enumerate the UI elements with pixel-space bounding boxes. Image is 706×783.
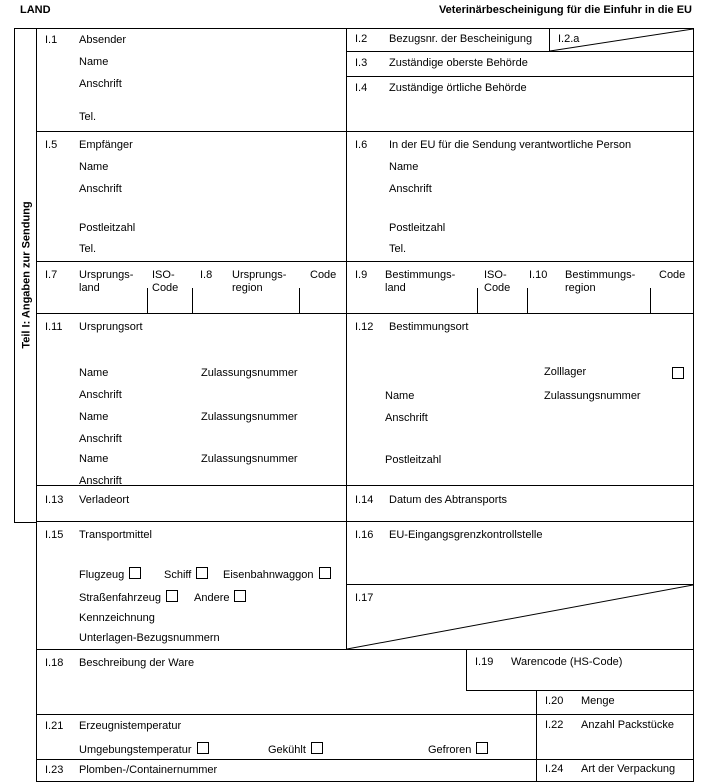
field-i8-number: I.8 [200,269,213,281]
field-i9-number: I.9 [355,269,368,281]
field-i11-entry1-name-label: Name [79,367,109,379]
field-i19-number: I.19 [475,656,494,668]
field-i20-menge [536,691,693,714]
field-i6-number: I.6 [355,139,368,151]
schiff-label: Schiff [164,569,192,581]
column-divider [299,288,300,314]
andere-label: Andere [194,592,230,604]
part1-sidebar-label: Teil I: Angaben zur Sendung [20,201,33,349]
field-i15-kennzeichnung-label: Kennzeichnung [79,612,155,624]
field-i4-oertliche-behoerde [346,76,693,131]
transport-option-strassenfahrzeug [79,590,178,605]
field-i18-label: Beschreibung der Ware [79,657,195,669]
field-i7-number: I.7 [45,269,58,281]
field-i16-label: EU-Eingangsgrenzkontrollstelle [389,529,543,541]
field-i24-verpackung [536,759,693,781]
field-i9-i10-bestimmung [346,261,693,313]
field-i11-label: Ursprungsort [79,321,143,333]
schiff-checkbox[interactable] [196,567,208,579]
field-i8-label: Ursprungs-region [232,269,287,294]
field-i20-label: Menge [581,695,615,707]
field-i12-label: Bestimmungsort [389,321,469,333]
field-i9-iso-label: ISO-Code [484,269,511,294]
field-i7-label: Ursprungs-land [79,269,134,294]
field-i16-number: I.16 [355,529,374,541]
page-title: Veterinärbescheinigung für die Einfuhr in die EU [438,4,692,16]
field-i12-zolllager-label: Zolllager [544,366,587,378]
gefroren-checkbox[interactable] [476,742,488,754]
field-i2a-number: I.2.a [558,33,580,45]
umgebungstemperatur-checkbox[interactable] [197,742,209,754]
field-i6-tel-label: Tel. [389,243,407,255]
field-i20-number: I.20 [545,695,564,707]
field-i22-label: Anzahl Packstücke [581,719,674,731]
field-i12-zulassung-label: Zulassungsnummer [544,390,641,402]
column-divider [477,288,478,314]
gefroren-label: Gefroren [428,744,472,756]
flugzeug-label: Flugzeug [79,569,125,581]
umgebungstemperatur-label: Umgebungstemperatur [79,744,192,756]
temp-option-gefroren [428,742,488,757]
eisenbahnwaggon-label: Eisenbahnwaggon [223,569,314,581]
part1-sidebar [14,28,37,523]
field-i1-absender [37,29,346,131]
field-i7-i8-ursprung [37,261,346,313]
column-divider [527,288,528,314]
gekuehlt-checkbox[interactable] [311,742,323,754]
strassenfahrzeug-label: Straßenfahrzeug [79,592,161,604]
field-i24-label: Art der Verpackung [581,763,676,775]
field-i12-number: I.12 [355,321,374,333]
field-i11-entry3-name-label: Name [79,453,109,465]
field-i13-label: Verladeort [79,494,130,506]
field-i1-number: I.1 [45,34,58,46]
field-i11-entry2-anschrift-label: Anschrift [79,433,122,445]
field-i12-anschrift-label: Anschrift [385,412,428,424]
field-i22-number: I.22 [545,719,564,731]
column-divider [147,288,148,314]
field-i23-number: I.23 [45,764,64,776]
field-i1-name-label: Name [79,56,109,68]
transport-option-schiff [164,567,208,582]
field-i6-verantwortliche-person [346,131,693,261]
field-i5-plz-label: Postleitzahl [79,222,136,234]
field-i3-oberste-behoerde [346,51,693,76]
field-i10-label: Bestimmungs-region [565,269,636,294]
field-i8-code-label: Code [310,269,337,281]
field-i6-plz-label: Postleitzahl [389,222,446,234]
diagonal-strikethrough [347,585,693,649]
field-i6-anschrift-label: Anschrift [389,183,432,195]
field-i18-number: I.18 [45,657,64,669]
eisenbahnwaggon-checkbox[interactable] [319,567,331,579]
field-i12-plz-label: Postleitzahl [385,454,442,466]
field-i5-name-label: Name [79,161,109,173]
field-i9-label: Bestimmungs-land [385,269,456,294]
field-i5-tel-label: Tel. [79,243,97,255]
country-label: LAND [20,4,51,16]
field-i15-number: I.15 [45,529,64,541]
field-i3-number: I.3 [355,57,368,69]
column-divider [650,288,651,314]
field-i11-entry3-zulassung-label: Zulassungsnummer [201,453,298,465]
field-i12-name-label: Name [385,390,415,402]
field-i14-label: Datum des Abtransports [389,494,508,506]
field-i5-number: I.5 [45,139,58,151]
field-i11-ursprungsort [37,313,346,485]
field-i10-code-label: Code [659,269,686,281]
field-i2-label: Bezugsnr. der Bescheinigung [389,33,533,45]
field-i1-label: Absender [79,34,127,46]
field-i17-number: I.17 [355,592,374,604]
field-i14-number: I.14 [355,494,374,506]
field-i15-label: Transportmittel [79,529,152,541]
field-i6-name-label: Name [389,161,419,173]
field-i4-label: Zuständige örtliche Behörde [389,82,527,94]
field-i16-grenzkontrollstelle [346,521,693,584]
transport-option-flugzeug [79,567,141,582]
column-divider [192,288,193,314]
field-i11-entry1-zulassung-label: Zulassungsnummer [201,367,298,379]
field-i5-label: Empfänger [79,139,133,151]
field-i5-anschrift-label: Anschrift [79,183,122,195]
zolllager-checkbox[interactable] [672,367,684,379]
field-i6-label: In der EU für die Sendung verantwortliche Person [389,139,632,151]
field-i24-number: I.24 [545,763,564,775]
field-i13-verladeort [37,485,346,521]
field-i23-label: Plomben-/Containernummer [79,764,218,776]
strassenfahrzeug-checkbox[interactable] [166,590,178,602]
field-i2-number: I.2 [355,33,368,45]
field-i1-tel-label: Tel. [79,111,97,123]
field-i2a [549,29,693,51]
field-i10-number: I.10 [529,269,548,281]
field-i11-entry2-name-label: Name [79,411,109,423]
field-i19-warencode [466,649,693,691]
transport-option-eisenbahnwaggon [223,567,331,582]
andere-checkbox[interactable] [234,590,246,602]
field-i5-empfaenger [37,131,346,261]
field-i3-label: Zuständige oberste Behörde [389,57,528,69]
temp-option-umgebung [79,742,209,757]
field-i22-packstuecke [536,714,693,759]
field-i7-iso-label: ISO-Code [152,269,179,294]
field-i15-transportmittel [37,521,346,649]
field-i1-anschrift-label: Anschrift [79,78,122,90]
field-i2-bezugsnr [346,29,549,51]
transport-option-andere [194,590,246,605]
field-i21-number: I.21 [45,720,64,732]
field-i19-label: Warencode (HS-Code) [511,656,623,668]
field-i21-label: Erzeugnistemperatur [79,720,182,732]
field-i17 [346,584,693,649]
gekuehlt-label: Gekühlt [268,744,306,756]
field-i11-number: I.11 [45,321,63,333]
field-i11-entry1-anschrift-label: Anschrift [79,389,122,401]
field-i14-abtransport [346,485,693,521]
field-i15-unterlagen-label: Unterlagen-Bezugsnummern [79,632,220,644]
field-i11-entry2-zulassung-label: Zulassungsnummer [201,411,298,423]
field-i12-bestimmungsort [346,313,693,485]
field-i13-number: I.13 [45,494,64,506]
field-i4-number: I.4 [355,82,368,94]
form-grid [36,28,694,782]
temp-option-gekuehlt [268,742,323,757]
field-i11-entry3-anschrift-label: Anschrift [79,475,122,487]
flugzeug-checkbox[interactable] [129,567,141,579]
